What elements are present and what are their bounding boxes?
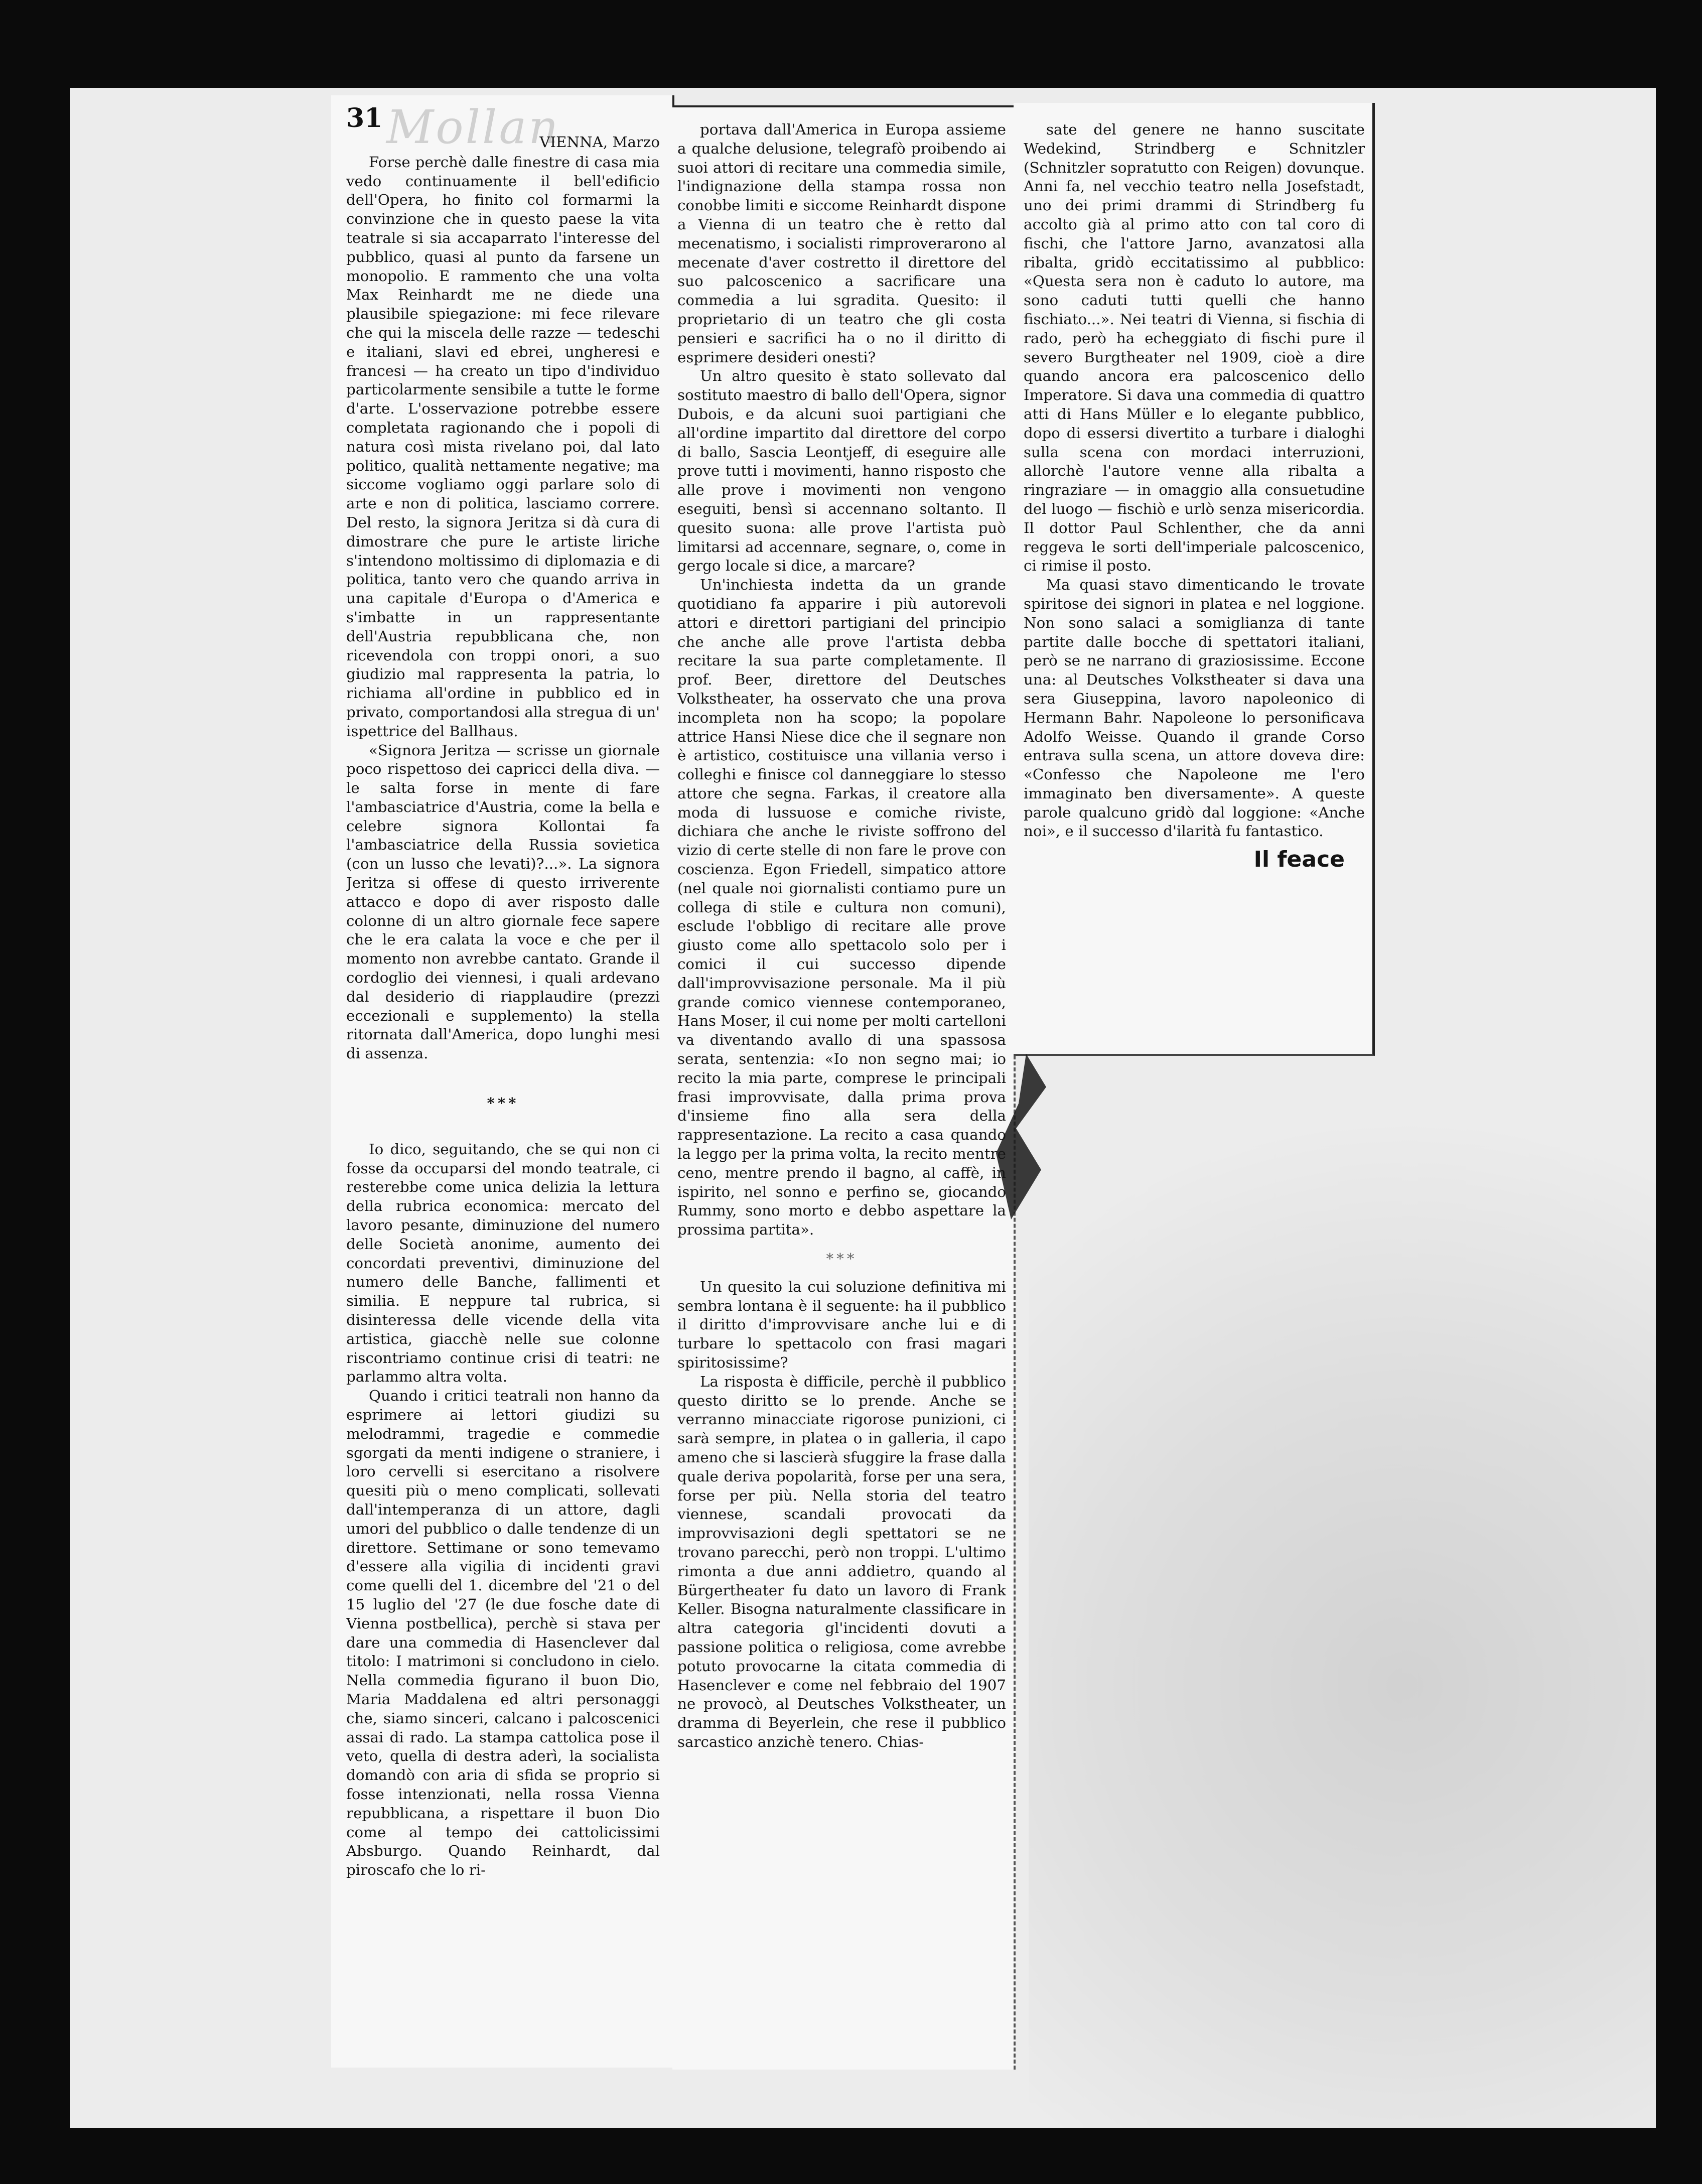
article-column-1 bbox=[346, 133, 660, 2055]
paragraph: Ma quasi stavo dimenticando le trovate spiritose dei signori in platea e nel loggione. Non sono salaci a somiglianza di tante partite dalle bocche di spettatori italiani, però se ne narrano di graziosissime. Eccone una: al Deutsches Volkstheater si dava una sera Giuseppina, lavoro napoleonico di Hermann Bahr. Napoleone lo personificava Adolfo Weisse. Quando il grande Corso entrava sulla scena, un attore doveva dire: «Confesso che Napoleone me l'ero immaginato ben diversamente». A queste parole qualcuno gridò dal loggione: «Anche noi», e il successo d'ilarità fu fantastico. bbox=[1024, 576, 1365, 840]
paragraph: Un quesito la cui soluzione definitiva mi sembra lontana è il seguente: ha il pubblico il diritto d'improvvisare anche lui e di turbare lo spettacolo con frasi magari spiritosissime? bbox=[677, 1278, 1006, 1371]
dateline: VIENNA, Marzo bbox=[539, 133, 660, 151]
section-separator: *** bbox=[826, 1250, 858, 1268]
paragraph: portava dall'America in Europa assieme a qualche delusione, telegrafò proibendo ai suoi attori di recitare una commedia simile, l'indignazione della stampa rossa non conobbe limiti e siccome Reinhardt dispone a Vienna di un teatro che è retto dal mecenatismo, i socialisti rimproverarono al mecenate d'aver costretto il direttore del suo palcoscenico a sacrificare una commedia a lui sgradita. Quesito: il proprietario di un teatro che gli costa pensieri e sacrifici ha o no il diritto di esprimere desideri onesti? bbox=[677, 121, 1006, 366]
paragraph: Un altro quesito è stato sollevato dal sostituto maestro di ballo dell'Opera, signor Dubois, e da alcuni suoi partigiani che all'ordine impartito dal direttore del corpo di ballo, Sascia Leontjeff, di eseguire alle prove tutti i movimenti, hanno risposto che alle prove i movimenti non vengono eseguiti, bensì si accennano soltanto. Il quesito suona: alle prove l'artista può limitarsi ad accennare, segnare, o, come in gergo locale si dice, a marcare? bbox=[677, 367, 1006, 575]
author-signature: Il feace bbox=[1253, 847, 1345, 873]
paragraph: Io dico, seguitando, che se qui non ci fosse da occuparsi del mondo teatrale, ci resterebbe come unica delizia la lettura della rubrica economica: mercato del lavoro pesante, diminuzione del numero delle Società anonime, aumento dei concordati preventivi, diminuzione del numero delle Banche, fallimenti et similia. E neppure tal rubrica, si disinteressa delle vicende della vita artistica, giacchè nelle sue colonne riscontriamo continue crisi di teatri: ne parlammo altra volta. bbox=[346, 1140, 660, 1386]
paragraph: sate del genere ne hanno suscitate Wedekind, Strindberg e Schnitzler (Schnitzler sopratutto con Reigen) dovunque. Anni fa, nel vecchio teatro nella Josefstadt, uno dei primi drammi di Strindberg fu accolto già al primo atto con tal coro di fischi, che l'attore Jarno, avanzatosi alla ribalta, gridò eccitatissimo al pubblico: «Questa sera non è caduto lo autore, ma sono caduti tutti quelli che hanno fischiato...». Nei teatri di Vienna, si fischia di rado, però ha echeggiato di fischi pure il severo Burgtheater nel 1909, cioè a dire quando ancora era palcoscenico dello Imperatore. Si dava una commedia di quattro atti di Hans Müller e lo elegante pubblico, dopo di essersi divertito a turbare i dialoghi sulla scena con mordaci interruzioni, allorchè l'autore venne alla ribalta a ringraziare — in omaggio alla consuetudine del luogo — fischiò e urlò senza misericordia. Il dottor Paul Schlenther, che da anni reggeva le sorti dell'imperiale palcoscenico, ci rimise il posto. bbox=[1024, 121, 1365, 575]
paragraph: Quando i critici teatrali non hanno da esprimere ai lettori giudizi su melodrammi, tragedie e commedie sgorgati da menti indigene o straniere, i loro cervelli si esercitano a risolvere quesiti più o meno complicati, sollevati dall'intemperanza di un attore, dagli umori del pubblico o dalle tendenze di un direttore. Settimane or sono temevamo d'essere alla vigilia di incidenti gravi come quelli del 1. dicembre del '21 o del 15 luglio del '27 (le due fosche date di Vienna postbellica), perchè si stava per dare una commedia di Hasenclever dal titolo: I matrimoni si concludono in cielo. Nella commedia figurano il buon Dio, Maria Maddalena ed altri personaggi che, siamo sinceri, calcano i palcoscenici assai di rado. La stampa cattolica pose il veto, quella di destra aderì, la socialista domandò con aria di sfida se proprio si fosse intenzionati, nella rossa Vienna repubblicana, a rispettare il buon Dio come al tempo dei cattolicissimi Absburgo. Quando Reinhardt, dal piroscafo che lo ri- bbox=[346, 1387, 660, 1879]
handwritten-note: Mollan bbox=[386, 100, 560, 154]
paragraph: La risposta è difficile, perchè il pubblico questo diritto se lo prende. Anche se verranno minacciate rigorose punizioni, ci sarà sempre, in platea o in galleria, il capo ameno che si lascierà sfuggire la frase dalla quale deriva popolarità, forse per una sera, forse per più. Nella storia del teatro viennese, scandali provocati da improvvisazioni degli spettatori se ne trovano parecchi, però non troppi. L'ultimo rimonta a due anni addietro, quando al Bürgertheater fu dato un lavoro di Frank Keller. Bisogna naturalmente classificare in altra categoria gl'incidenti dovuti a passione politica o religiosa, come avrebbe potuto provocarne la citata commedia di Hasenclever e come nel febbraio del 1907 ne provocò, al Deutsches Volkstheater, un dramma di Beyerlein, che rese il pubblico sarcastico anzichè tenero. Chias- bbox=[677, 1373, 1006, 1750]
section-separator: *** bbox=[487, 1094, 519, 1112]
page-number: 31 bbox=[346, 103, 383, 133]
article-column-3 bbox=[1024, 120, 1365, 1039]
paper-stain bbox=[1029, 1024, 1656, 2128]
paragraph: Un'inchiesta indetta da un grande quotidiano fa apparire i più autorevoli attori e direttori partigiani del principio che anche alle prove l'artista debba recitare la sua parte completamente. Il prof. Beer, direttore del Deutsches Volkstheater, ha osservato che una prova incompleta non ha scopo; la popolare attrice Hansi Niese dice che il segnare non è artistico, costituisce una villania verso i colleghi e finisce col danneggiare lo stesso attore che segna. Farkas, il creatore alla moda di lussuose e comiche riviste, dichiara che anche le riviste soffrono del vizio di certe stelle di non fare le prove con coscienza. Egon Friedell, simpatico attore (nel quale noi giornalisti contiamo pure un collega di stile e cultura non comuni), esclude l'obbligo di recitare alle prove giusto come allo spettacolo solo per i comici il cui successo dipende dall'improvvisazione personale. Ma il più grande comico viennese contemporaneo, Hans Moser, il cui nome per molti cartelloni va diventando avallo di una spassosa serata, sentenzia: «Io non segno mai; io recito la mia parte, comprese le principali frasi improvvisate, dalla prima prova d'insieme fino alla sera della rappresentazione. La recito a casa quando la leggo per la prima volta, la recito mentre ceno, mentre prendo il bagno, al caffè, in ispirito, nel sonno e perfino se, giocando Rummy, sono morto e debbo aspettare la prossima partita». bbox=[677, 576, 1006, 1239]
article-column-2 bbox=[677, 120, 1006, 2058]
paragraph: Forse perchè dalle finestre di casa mia vedo continuamente il bell'edificio dell'Opera, ho finito col formarmi la convinzione che in questo paese la vita teatrale si sia accaparrato l'interesse del pubblico, quasi al punto da farsene un monopolio. E rammento che una volta Max Reinhardt me ne diede una plausibile spiegazione: mi fece rilevare che qui la miscela delle razze — tedeschi e italiani, slavi ed ebrei, ungheresi e francesi — ha creato un tipo d'individuo particolarmente sensibile a tutte le forme d'arte. L'osservazione potrebbe essere completata ragionando che i popoli di natura così mista rivelano poi, dal lato politico, qualità nettamente negative; ma siccome vogliamo oggi parlare solo di arte e non di politica, lasciamo correre. Del resto, la signora Jeritza si dà cura di dimostrare che pure le artiste liriche s'intendono moltissimo di diplomazia e di politica, tanto vero che quando arriva in una capitale d'Europa o d'America e s'imbatte in un rappresentante dell'Austria repubblicana che, non ricevendola con troppi onori, a suo giudizio mal rappresenta la patria, lo richiama all'ordine in pubblico ed in privato, comportandosi alla stregua di un' ispettrice del Ballhaus. bbox=[346, 153, 660, 740]
paragraph: «Signora Jeritza — scrisse un giornale poco rispettoso dei capricci della diva. — le salta forse in mente di fare l'ambasciatrice d'Austria, come la bella e celebre signora Kollontai fa l'ambasciatrice della Russia sovietica (con un lusso che levati)?...». La signora Jeritza si offese di questo irriverente attacco e dopo di aver risposto dalle colonne di un altro giornale fece sapere che le era calata la voce e che per il momento non avrebbe cantato. Grande il cordoglio dei viennesi, i quali ardevano dal desiderio di riapplaudire (prezzi eccezionali e supplemento) la stella ritornata dall'America, dopo lunghi mesi di assenza. bbox=[346, 741, 660, 1062]
